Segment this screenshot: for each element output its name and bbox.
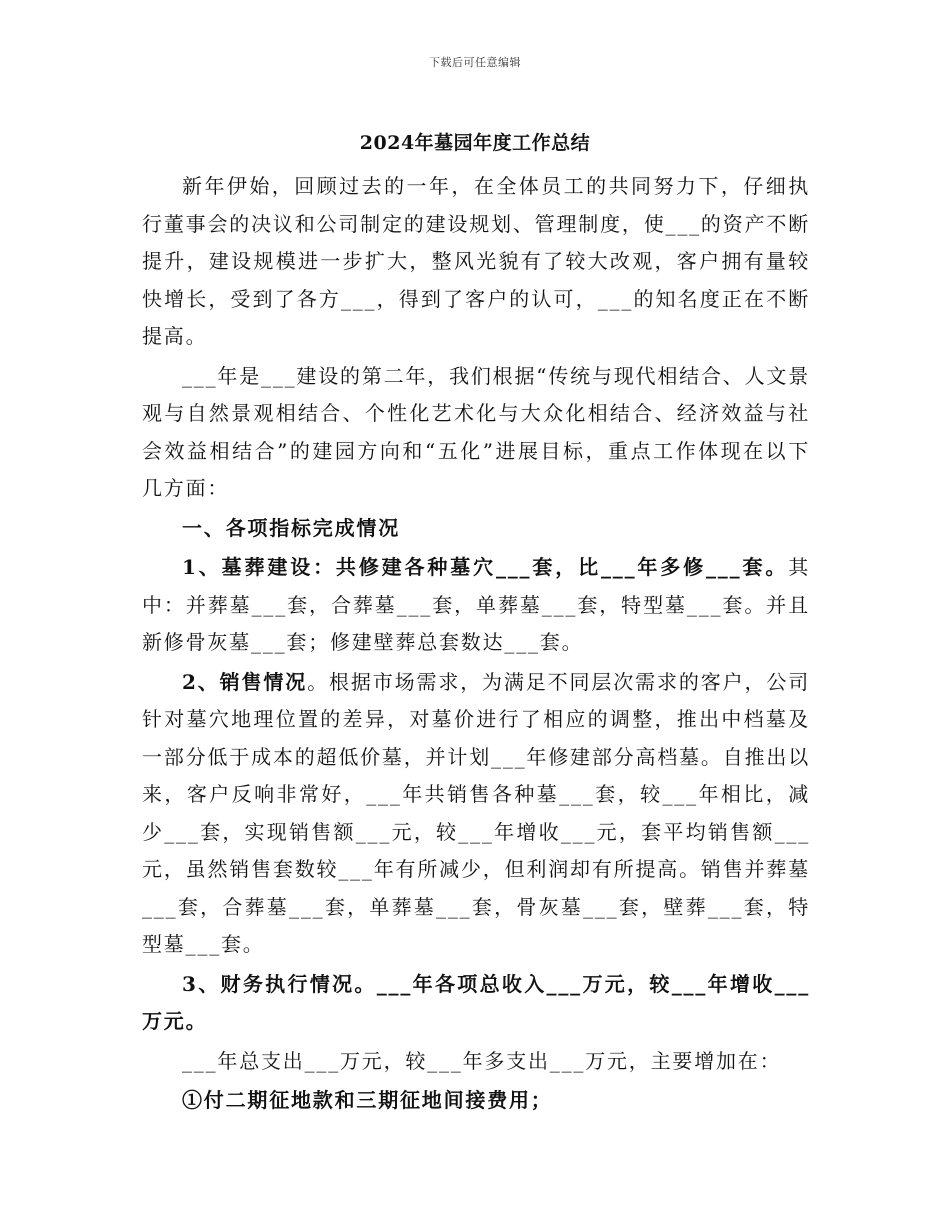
sales-detail: 。根据市场需求，为满足不同层次需求的客户，公司针对墓穴地理位置的差异，对墓价进行了相应的调整，推出中档墓及一部分低于成本的超低价墓，并计划___年修建部分高档墓。自推出以来，客户反响非常好，___年共销售各种墓___套，较___年相比，减少___套，实现销售额___元，较___年增收___元，套平均销售额___元，虽然销售套数较___年有所减少，但利润却有所提高。销售并葬墓___套，合葬墓___套，单葬墓___套，骨灰墓___套，壁葬___套，特型墓___套。 bbox=[142, 669, 810, 956]
document-title: 2024年墓园年度工作总结 bbox=[359, 132, 591, 154]
section-heading: 一、各项指标完成情况 bbox=[182, 515, 400, 540]
paragraph-item-1: ①付二期征地款和三期征地间接费用； bbox=[182, 1088, 553, 1112]
paragraph-construction bbox=[142, 549, 810, 662]
paragraph-direction: ___年是___建设的第二年，我们根据“传统与现代相结合、人文景观与自然景观相结合、个性化艺术化与大众化相结合、经济效益与社会效益相结合”的建园方向和“五化”进展目标，重点工作体现在以下几方面： bbox=[142, 363, 810, 500]
paragraph-expenditure: ___年总支出___万元，较___年多支出___万元，主要增加在： bbox=[182, 1048, 782, 1073]
paragraph-sales bbox=[142, 664, 810, 964]
header-note: 下载后可任意编辑 bbox=[429, 56, 521, 69]
construction-lead: 1、墓葬建设：共修建各种墓穴___套，比___年多修___套。 bbox=[182, 555, 789, 579]
paragraph-intro: 新年伊始，回顾过去的一年，在全体员工的共同努力下，仔细执行董事会的决议和公司制定的建设规划、管理制度，使___的资产不断提升，建设规模进一步扩大，整风光貌有了较大改观，客户拥有量较快增长，受到了各方___，得到了客户的认可，___的知名度正在不断提高。 bbox=[142, 174, 810, 348]
document-body bbox=[142, 168, 810, 1122]
sales-lead: 2、销售情况 bbox=[182, 669, 308, 694]
construction-detail: 其中：并葬墓___套，合葬墓___套，单葬墓___套，特型墓___套。并且新修骨灰墓___套；修建壁葬总套数达___套。 bbox=[142, 555, 810, 654]
paragraph-finance: 3、财务执行情况。___年各项总收入___万元，较___年增收___万元。 bbox=[142, 971, 810, 1033]
